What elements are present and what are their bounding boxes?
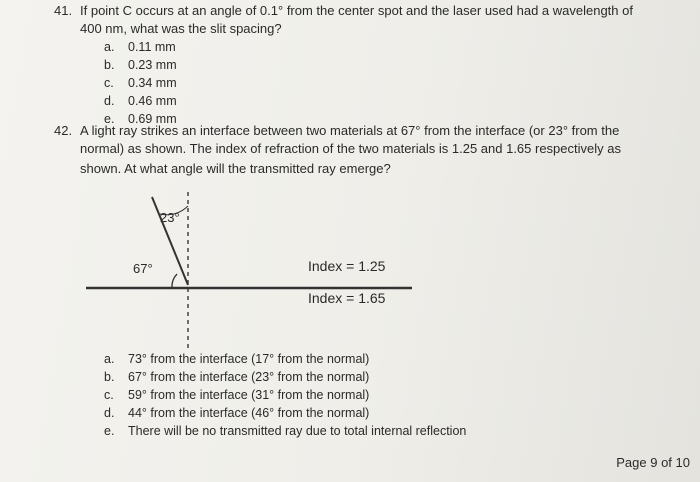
- question-text-line: normal) as shown. The index of refraction of the two materials is 1.25 and 1.65 respectively as: [80, 141, 621, 156]
- option-letter: e.: [104, 424, 115, 438]
- option-text: 0.69 mm: [128, 112, 177, 126]
- question-text-line: shown. At what angle will the transmitted ray emerge?: [80, 161, 391, 176]
- angle-label-normal: 23°: [160, 210, 180, 225]
- option-42-d: [104, 406, 369, 420]
- option-text: 0.23 mm: [128, 58, 177, 72]
- option-letter: d.: [104, 406, 115, 420]
- option-text: 73° from the interface (17° from the normal): [128, 352, 370, 366]
- option-letter: d.: [104, 94, 115, 108]
- option-letter: b.: [104, 58, 115, 72]
- option-42-b: [104, 370, 369, 384]
- option-letter: a.: [104, 40, 115, 54]
- option-42-e: [104, 424, 466, 438]
- option-letter: b.: [104, 370, 115, 384]
- question-text-line: If point C occurs at an angle of 0.1° from the center spot and the laser used had a wavelength of: [80, 3, 633, 18]
- option-text: 44° from the interface (46° from the normal): [128, 406, 370, 420]
- option-letter: e.: [104, 112, 115, 126]
- question-number: 41.: [54, 3, 73, 18]
- page-total: 10: [675, 455, 690, 470]
- option-text: 0.11 mm: [128, 40, 176, 54]
- option-text: 0.46 mm: [128, 94, 177, 108]
- option-42-a: [104, 352, 369, 366]
- option-letter: c.: [104, 388, 114, 402]
- page-middle: of: [657, 455, 676, 470]
- index-label-top: Index = 1.25: [308, 258, 386, 274]
- page-prefix: Page: [616, 455, 651, 470]
- page-indicator: [616, 455, 690, 470]
- option-text: There will be no transmitted ray due to total internal reflection: [128, 424, 467, 438]
- option-letter: c.: [104, 76, 114, 90]
- interface-angle-arc: [172, 274, 177, 288]
- option-text: 67° from the interface (23° from the normal): [128, 370, 370, 384]
- page-current: 9: [650, 455, 658, 470]
- angle-label-interface: 67°: [133, 261, 153, 276]
- option-42-c: [104, 388, 369, 402]
- question-text-line: A light ray strikes an interface between two materials at 67° from the interface (or 23° from the: [80, 123, 620, 138]
- index-label-bottom: Index = 1.65: [308, 290, 386, 306]
- option-text: 0.34 mm: [128, 76, 177, 90]
- option-letter: a.: [104, 352, 115, 366]
- question-text-line: 400 nm, what was the slit spacing?: [80, 21, 282, 36]
- question-number: 42.: [54, 123, 73, 138]
- option-text: 59° from the interface (31° from the normal): [128, 388, 370, 402]
